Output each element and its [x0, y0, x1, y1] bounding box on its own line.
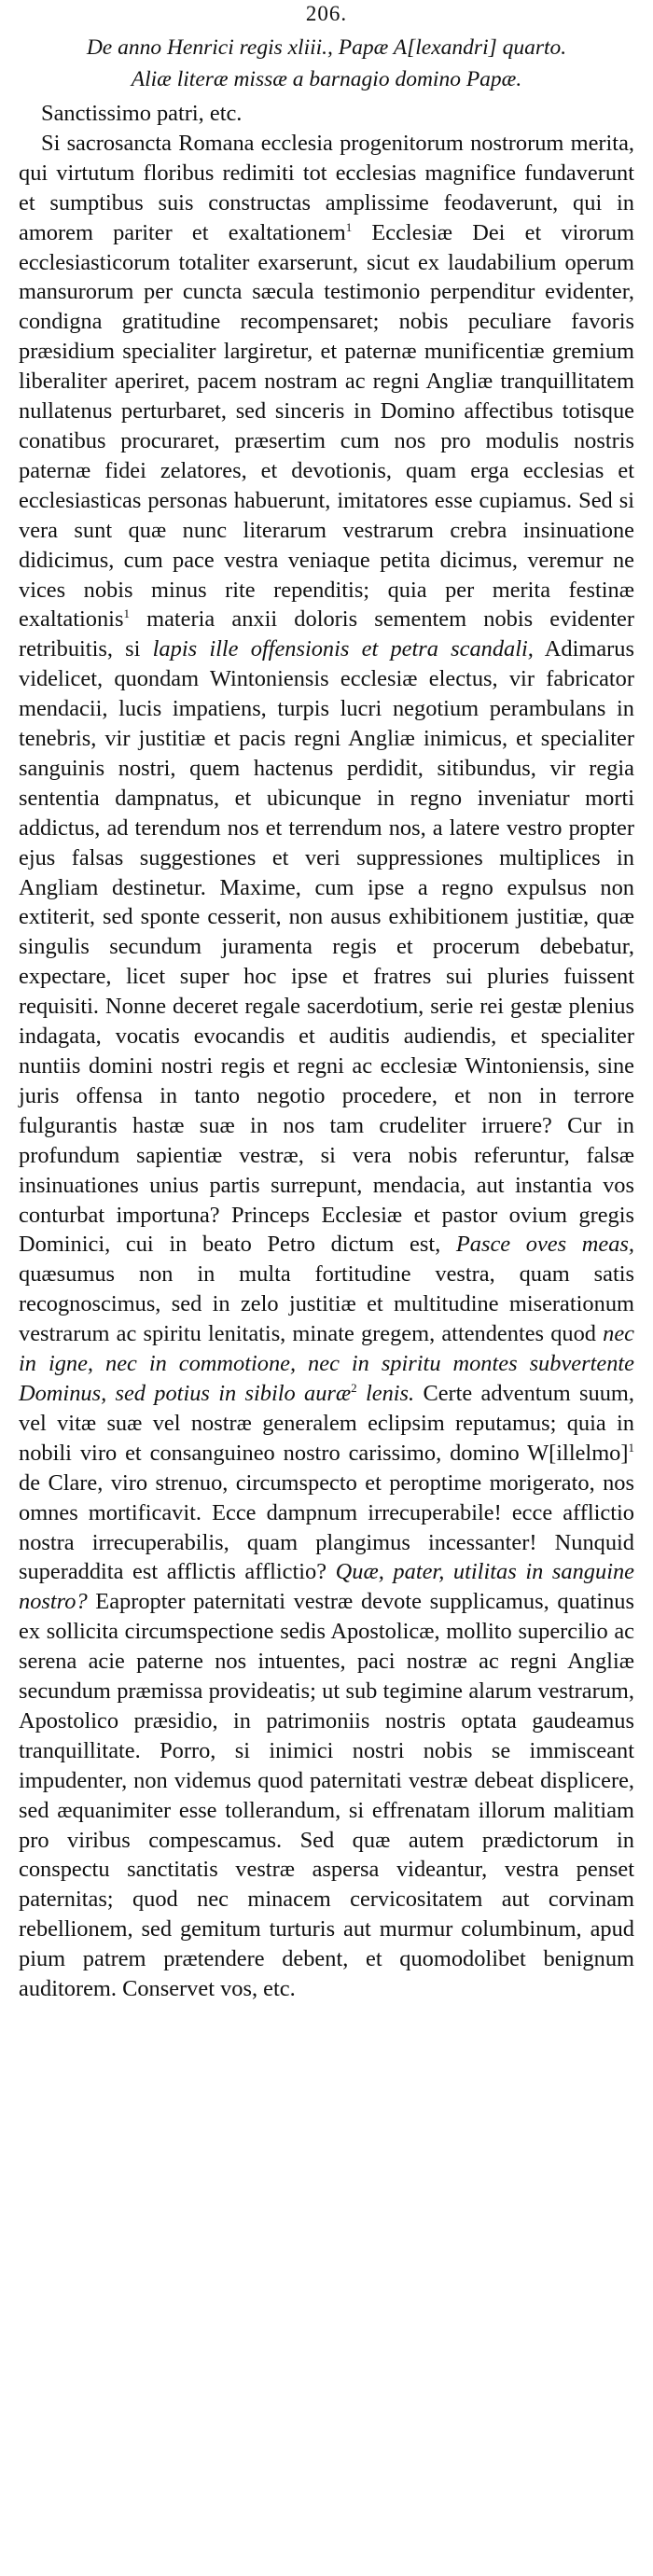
page-number: 206. — [305, 2, 348, 25]
body-text-segment: quæsumus non in multa fortitudine vestra, quam satis recognoscimus, sed in zelo justitiæ et multitudine miserationum vestrarum ac spiritu lenitatis, minate gregem, attendentes quod — [19, 1261, 634, 1347]
italic-quotation: lenis. — [356, 1380, 415, 1406]
document-heading — [19, 32, 634, 95]
body-text-segment: de Clare, viro strenuo, circumspecto et peroptime morigerato, nos omnes mortificavit. Ecce dampnum irrecuperabile! ecce afflictio nostra irrecuperabilis, quam plangimus incessanter! Nunquid superaddita est afflictis afflictio? — [19, 1469, 634, 1585]
footnote-marker: 1 — [123, 606, 130, 621]
body-text-segment: Certe adventum suum, vel vitæ suæ vel nostræ generalem eclipsim reputamus; quia in nobili viro et consanguineo nostro carissimo, domino W[illelmo] — [19, 1380, 634, 1466]
italic-quotation: Quæ, pater, utilitas in sanguine nostro? — [19, 1559, 634, 1615]
italic-quotation: lapis ille offensionis et petra scandali, — [152, 636, 534, 662]
body-text-segment: Eapropter paternitati vestræ devote supplicamus, quatinus ex sollicita circumspectione sedis Apostolicæ, mollito supercilio ac serena acie paterne nos intuentes, paci nostræ ac regni Angliæ secundum præmissa provideatis; ut sub tegimine alarum vestrarum, Apostolico præsidio, in patrimoniis nostris optata gaudeamus tranquillitate. Porro, si inimici nostri nobis se immisceant impudenter, non videmus quod paternitati vestræ debeat displicere, sed æquanimiter esse tollerandum, si effrenatam illorum malitiam pro viribus compescamus. Sed quæ autem prædictorum in conspectu sanctitatis vestræ aspersa videantur, vestra penset paternitas; quod nec minacem cervicositatem aut corvinam rebellionem, sed gemitum turturis aut murmur columbinum, apud pium patrem prætendere debent, et quomodolibet benignum auditorem. Conservet vos, etc. — [19, 1589, 634, 2002]
letter-body — [19, 99, 634, 2004]
body-text-segment: Adimarus videlicet, quondam Wintoniensis ecclesiæ electus, vir fabricator mendacii, lucis impatiens, turpis lucri negotium perambulans in tenebris, vir justitiæ et pacis regni Angliæ inimicus, et specialiter sanguinis nostri, quem hactenus perdidit, sitibundus, vir regia sententia dampnatus, et ubicunque in regno inveniatur morti addictus, ad terendum nos et terrendum nos, a latere vestro propter ejus falsas suggestiones et veri suppressiones multiplices in Angliam destinetur. Maxime, cum ipse a regno expulsus non extiterit, sed sponte cesserit, non ausus exhibitionem justitiæ, quæ singulis secundum juramenta regis et procerum debebatur, expectare, licet super hoc ipse et fratres sui pluries fuissent requisiti. Nonne deceret regale sacerdotium, serie rei gestæ plenius indagata, vocatis evocandis et auditis audiendis, et specialiter nuntiis domini nostri regis et regni ac ecclesiæ Wintoniensis, sine juris offensa in tanto negotio procedere, et non in terrore fulgurantis hastæ suæ in nos tam crudeliter irruere? Cur in profundum sapientiæ vestræ, si vera nobis referuntur, falsæ insinuationes unius partis surrepunt, mendacia, aut instantia vos conturbat importuna? Princeps Ecclesiæ et pastor ovium gregis Dominici, cui in beato Petro dictum est, — [19, 636, 634, 1258]
footnote-marker: 2 — [351, 1380, 357, 1395]
italic-quotation: Pasce oves meas, — [455, 1232, 634, 1258]
heading-line-1: De anno Henrici regis xliii., Papæ A[lexandri] quarto. — [86, 35, 567, 60]
footnote-marker: 1 — [628, 1440, 634, 1455]
italic-quotation: nec in igne, nec in commotione, nec in spiritu montes subvertente Dominus, sed potius in sibilo auræ — [19, 1321, 634, 1406]
letter-paragraph — [19, 129, 634, 2004]
heading-line-2: Aliæ literæ missæ a barnagio domino Papæ. — [131, 67, 522, 91]
body-text-segment: Ecclesiæ Dei et virorum ecclesiasticorum totaliter exarserunt, sicut ex laudabilium operum mansurorum per cuncta sæcula testimonio perpenditur evidenter, condigna gratitudine recompensaret; nobis peculiare favoris præsidium specialiter largiretur, et paternæ munificentiæ gremium liberaliter aperiret, pacem nostram ac regni Angliæ tranquillitatem nullatenus perturbaret, sed sinceris in Domino affectibus totisque conatibus procuraret, præsertim cum nos pro modulis nostris paternæ fidei zelatores, et devotionis, quam erga ecclesias et ecclesiasticas personas habuerunt, imitatores esse cupiamus. Sed si vera sunt quæ nunc literarum vestrarum crebra insinuatione didicimus, cum pace vestra veniaque petita dicimus, veremur ne vices nobis minus rite rependitis; quia per merita festinæ exaltationis — [19, 219, 635, 633]
body-text-segment: materia anxii doloris sementem nobis evidenter retribuitis, si — [19, 606, 634, 662]
salutation: Sanctissimo patri, etc. — [41, 101, 243, 126]
footnote-marker: 1 — [345, 219, 353, 234]
body-text-segment: Si sacrosancta Romana ecclesia progenitorum nostrorum merita, qui virtutum floribus redimiti tot ecclesias magnifice fundaverunt et sumptibus suis constructas amplissime feodaverunt, qui in amorem pariter et exaltationem — [19, 130, 634, 245]
